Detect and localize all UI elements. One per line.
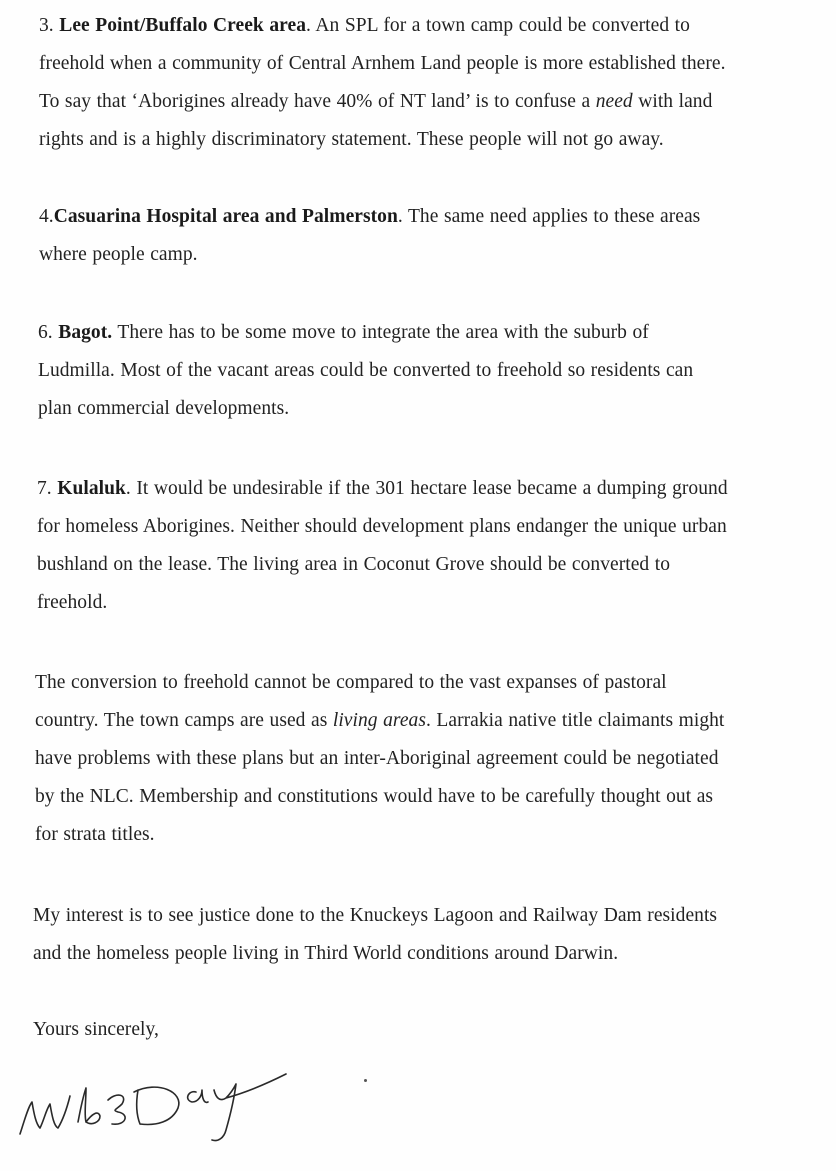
line	[35, 702, 805, 740]
closing-salutation	[33, 1011, 803, 1049]
line-text: plan commercial developments.	[38, 398, 290, 419]
line-text: My interest is to see justice done to the Knuckeys Lagoon and Railway Dam residents	[33, 905, 718, 926]
line-text: for strata titles.	[35, 824, 155, 845]
line	[39, 7, 809, 45]
paragraph-lee-point	[39, 7, 809, 159]
line-text: freehold when a community of Central Arnhem Land people is more established there.	[39, 53, 726, 74]
paragraph-conversion	[35, 664, 805, 854]
line-text: for homeless Aborigines. Neither should development plans endanger the unique urban	[37, 516, 727, 537]
line-text: rights and is a highly discriminatory statement. These people will not go away.	[39, 129, 664, 150]
line-text: To say that ‘Aborigines already have 40% of NT land’ is to confuse a	[39, 91, 596, 112]
line	[37, 470, 807, 508]
line-text: . Larrakia native title claimants might	[425, 710, 725, 731]
line-text: bushland on the lease. The living area in Coconut Grove should be converted to	[37, 554, 671, 575]
line-text: where people camp.	[39, 244, 198, 265]
line-text: with land	[632, 91, 713, 112]
line-text: . An SPL for a town camp could be converted to	[306, 15, 690, 36]
line	[39, 198, 809, 236]
line-text: by the NLC. Membership and constitutions would have to be carefully thought out as	[35, 786, 714, 807]
line-text: have problems with these plans but an inter-Aboriginal agreement could be negotiated	[35, 748, 719, 769]
line	[39, 83, 809, 121]
paragraph-casuarina	[39, 198, 809, 274]
paragraph-number: 4.	[39, 206, 54, 227]
line-text: and the homeless people living in Third World conditions around Darwin.	[33, 943, 619, 964]
paragraph-number: 3.	[39, 15, 54, 36]
handwritten-signature	[8, 1052, 308, 1147]
emphasis-text: need	[595, 91, 633, 112]
line-text: . It would be undesirable if the 301 hectare lease became a dumping ground	[125, 478, 728, 499]
paragraph-bagot	[38, 314, 808, 428]
paragraph-heading: Casuarina Hospital area and Palmerston	[53, 206, 398, 227]
line-text: . The same need applies to these areas	[397, 206, 701, 227]
line-text: freehold.	[37, 592, 108, 613]
paragraph-kulaluk	[37, 470, 807, 622]
ink-speck	[364, 1079, 367, 1082]
paragraph-heading: Bagot.	[58, 322, 113, 343]
line-text: Ludmilla. Most of the vacant areas could be converted to freehold so residents can	[38, 360, 694, 381]
line-text: There has to be some move to integrate the area with the suburb of	[112, 322, 649, 343]
closing-text: Yours sincerely,	[33, 1019, 159, 1040]
paragraph-number: 7.	[37, 478, 52, 499]
line-text: The conversion to freehold cannot be compared to the vast expanses of pastoral	[35, 672, 667, 693]
line-text: country. The town camps are used as	[35, 710, 333, 731]
paragraph-heading: Lee Point/Buffalo Creek area	[59, 15, 306, 36]
paragraph-interest	[33, 897, 803, 973]
emphasis-text: living areas	[332, 710, 426, 731]
line	[38, 314, 808, 352]
paragraph-number: 6.	[38, 322, 53, 343]
paragraph-heading: Kulaluk	[57, 478, 126, 499]
